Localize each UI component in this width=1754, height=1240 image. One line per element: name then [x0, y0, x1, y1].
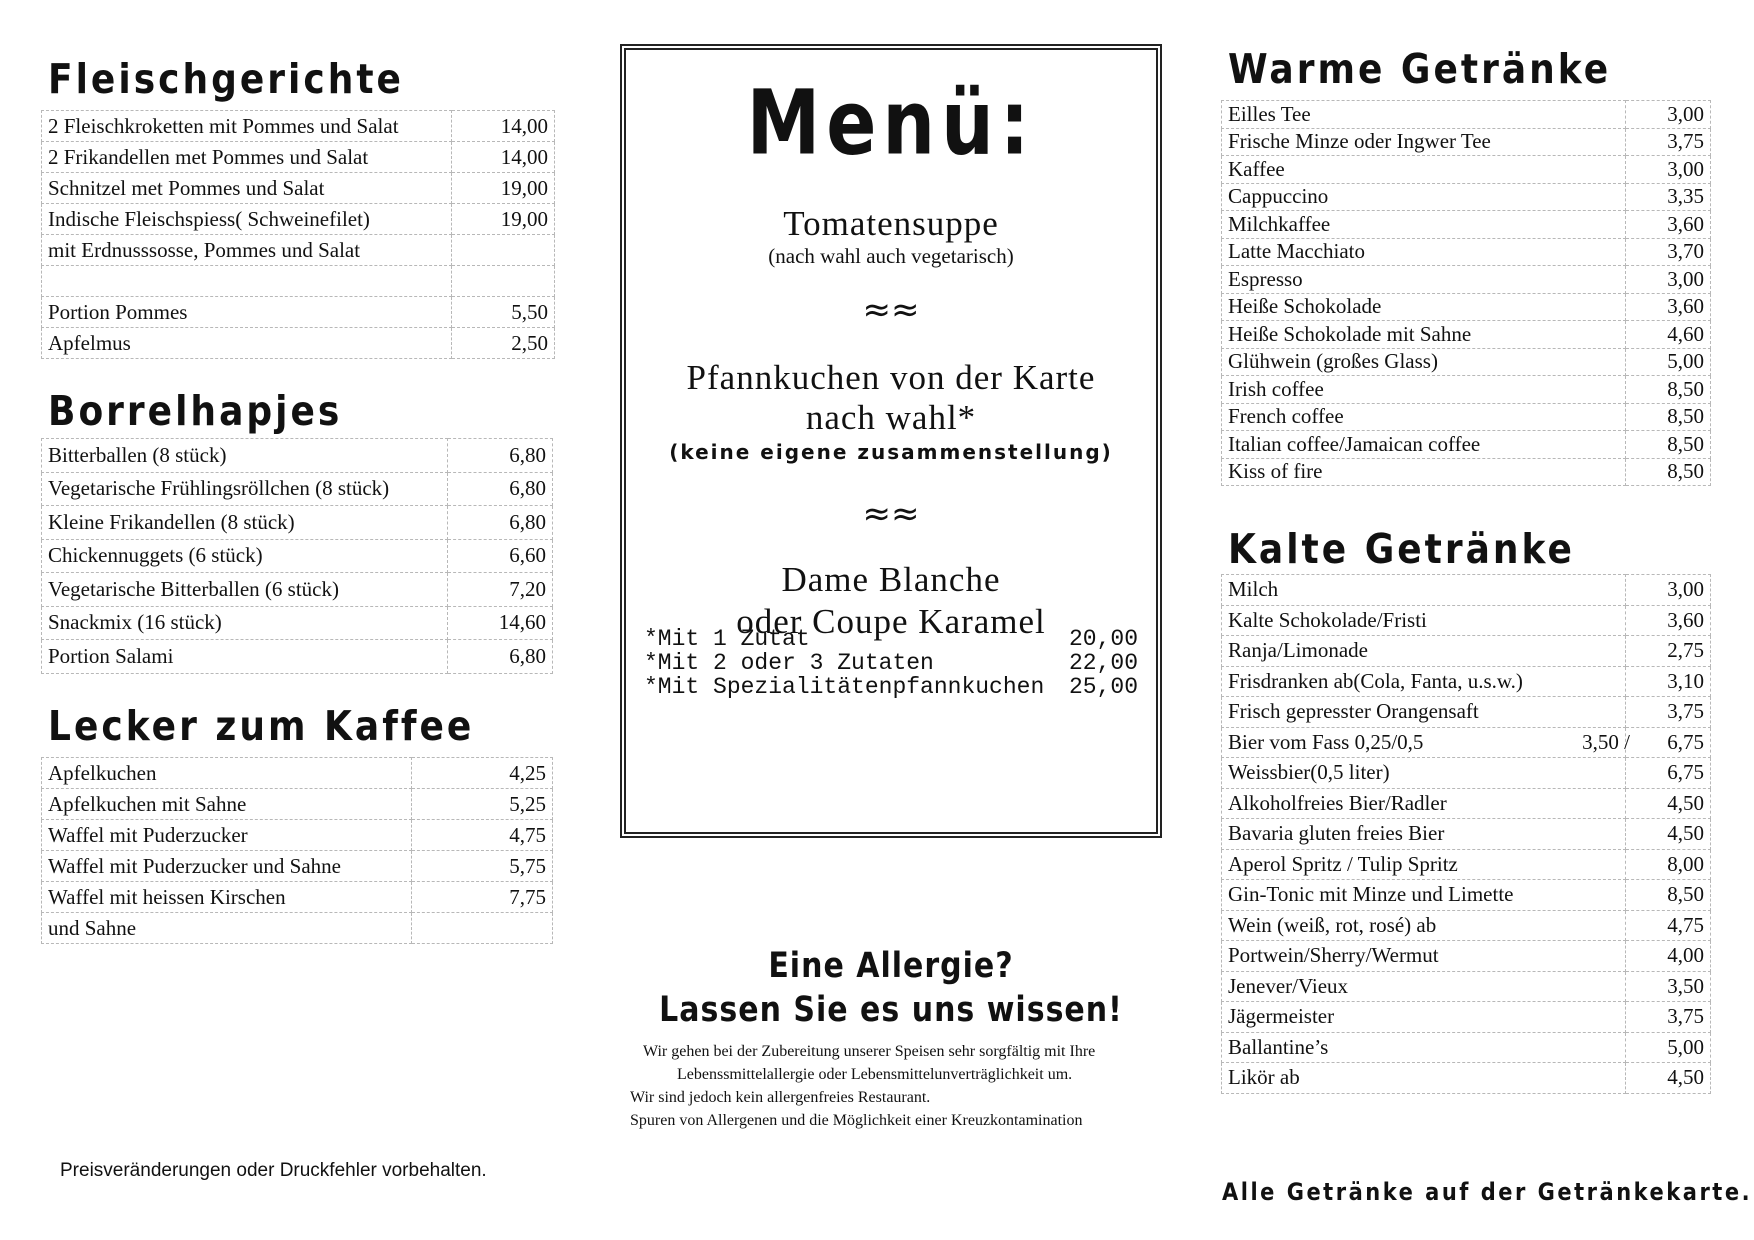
table-row: [1222, 1032, 1711, 1063]
item-name: Bier vom Fass 0,25/0,5: [1222, 727, 1626, 758]
course-pancake-note: (keine eigene zusammenstellung): [669, 440, 1113, 464]
item-price: 3,00: [1626, 101, 1711, 129]
item-price: 7,20: [448, 573, 553, 607]
item-name: Schnitzel met Pommes und Salat: [42, 173, 452, 204]
item-name: Jenever/Vieux: [1222, 971, 1626, 1002]
menu-price-row: [644, 674, 1138, 701]
allergy-text-line4: Spuren von Allergenen und die Möglichkeit einer Kreuzkontamination: [630, 1112, 1083, 1129]
item-name: Bitterballen (8 stück): [42, 439, 448, 473]
table-row: [1222, 156, 1711, 184]
table-warme-getraenke: [1221, 100, 1711, 486]
table-row: [42, 328, 555, 359]
table-row: [1222, 666, 1711, 697]
table-row: [1222, 849, 1711, 880]
table-row: [42, 439, 553, 473]
menu-price-row: [644, 650, 1138, 677]
item-price: 3,75: [1626, 128, 1711, 156]
item-name: Kleine Frikandellen (8 stück): [42, 506, 448, 540]
item-name: Eilles Tee: [1222, 101, 1626, 129]
table-row: [42, 820, 553, 851]
allergy-title-1: Eine Allergie?: [768, 946, 1014, 987]
item-price: 3,00: [1626, 266, 1711, 294]
item-price-large: 6,75: [1667, 729, 1704, 754]
table-row: [1222, 788, 1711, 819]
table-row: [42, 851, 553, 882]
heading-kalte-getraenke: Kalte Getränke: [1228, 526, 1575, 574]
table-row: [1222, 431, 1711, 459]
item-price: 4,00: [1626, 941, 1711, 972]
table-row: [1222, 238, 1711, 266]
item-name: Portion Pommes: [42, 297, 452, 328]
item-price: 6,80: [448, 640, 553, 674]
item-price: 14,00: [452, 111, 555, 142]
item-price: 8,50: [1626, 880, 1711, 911]
allergy-text-line3: Wir sind jedoch kein allergenfreies Restaurant.: [630, 1089, 931, 1106]
item-name: Aperol Spritz / Tulip Spritz: [1222, 849, 1626, 880]
course-dessert-line1: Dame Blanche: [781, 560, 1001, 599]
table-fleischgerichte: [41, 110, 555, 359]
table-row: [42, 913, 553, 944]
table-row: [42, 882, 553, 913]
course-soup: Tomatensuppe: [783, 204, 999, 243]
item-name: Heiße Schokolade: [1222, 293, 1626, 321]
table-row: [1222, 293, 1711, 321]
item-name: Weissbier(0,5 liter): [1222, 758, 1626, 789]
table-row: [42, 266, 555, 297]
heading-warme-getraenke: Warme Getränke: [1228, 46, 1612, 94]
table-row: [1222, 128, 1711, 156]
heading-fleischgerichte: Fleischgerichte: [48, 56, 404, 104]
menu-price-value: 25,00: [1068, 674, 1138, 700]
item-price: [452, 266, 555, 297]
item-price: 5,00: [1626, 1032, 1711, 1063]
table-row: [1222, 819, 1711, 850]
item-name: Chickennuggets (6 stück): [42, 539, 448, 573]
item-name: Bavaria gluten freies Bier: [1222, 819, 1626, 850]
item-name: French coffee: [1222, 403, 1626, 431]
item-price: 14,60: [448, 606, 553, 640]
item-price: 6,80: [448, 439, 553, 473]
item-price: 8,50: [1626, 403, 1711, 431]
item-price: 5,50: [452, 297, 555, 328]
item-name: Frisdranken ab(Cola, Fanta, u.s.w.): [1222, 666, 1626, 697]
table-row: [42, 235, 555, 266]
menu-price-label: *Mit 1 Zutat: [644, 626, 810, 652]
item-price: 4,75: [1626, 910, 1711, 941]
table-row: [1222, 636, 1711, 667]
table-row: [1222, 376, 1711, 404]
item-price: 8,50: [1626, 376, 1711, 404]
item-price: 3,75: [1626, 697, 1711, 728]
table-row: [1222, 941, 1711, 972]
item-name: Apfelmus: [42, 328, 452, 359]
table-row: [42, 111, 555, 142]
item-name: Waffel mit Puderzucker und Sahne: [42, 851, 412, 882]
footer-drinks-note: Alle Getränke auf der Getränkekarte.: [1222, 1178, 1753, 1206]
item-name: Waffel mit heissen Kirschen: [42, 882, 412, 913]
item-name: Jägermeister: [1222, 1002, 1626, 1033]
table-row: [1222, 880, 1711, 911]
heading-lecker-zum-kaffee: Lecker zum Kaffee: [48, 703, 475, 751]
item-price: 3,70: [1626, 238, 1711, 266]
item-name: Portion Salami: [42, 640, 448, 674]
table-row: [42, 472, 553, 506]
item-name: Wein (weiß, rot, rosé) ab: [1222, 910, 1626, 941]
item-name: Milch: [1222, 575, 1626, 606]
item-price: 5,25: [412, 789, 553, 820]
item-price: 3,60: [1626, 211, 1711, 239]
item-price: 3,75: [1626, 1002, 1711, 1033]
table-row: [1222, 1063, 1711, 1094]
table-row: [42, 539, 553, 573]
item-name: [42, 266, 452, 297]
item-price: [452, 235, 555, 266]
allergy-text-line2: Lebenssmittelallergie oder Lebensmittelunverträglichkeit um.: [677, 1066, 1073, 1083]
item-price: 3,00: [1626, 575, 1711, 606]
item-price: 4,25: [412, 758, 553, 789]
item-name: mit Erdnusssosse, Pommes und Salat: [42, 235, 452, 266]
item-name: Glühwein (großes Glass): [1222, 348, 1626, 376]
menu-price-value: 20,00: [1068, 626, 1138, 652]
item-price: 3,60: [1626, 605, 1711, 636]
item-price: 8,50: [1626, 431, 1711, 459]
item-price: 8,50: [1626, 458, 1711, 486]
item-name: 2 Frikandellen met Pommes und Salat: [42, 142, 452, 173]
item-price: 6,75: [1626, 758, 1711, 789]
item-price: 14,00: [452, 142, 555, 173]
separator-2: ≈≈: [862, 494, 920, 534]
item-price: 5,00: [1626, 348, 1711, 376]
course-pancake-line2: nach wahl*: [805, 398, 977, 437]
table-row: [1222, 403, 1711, 431]
footer-disclaimer: Preisveränderungen oder Druckfehler vorbehalten.: [60, 1160, 487, 1181]
table-row: [42, 606, 553, 640]
item-name: Irish coffee: [1222, 376, 1626, 404]
item-price: 19,00: [452, 173, 555, 204]
item-price: 2,50: [452, 328, 555, 359]
table-row: [1222, 458, 1711, 486]
item-price: 8,00: [1626, 849, 1711, 880]
item-price: 6,80: [448, 472, 553, 506]
item-name: Vegetarische Bitterballen (6 stück): [42, 573, 448, 607]
item-price: 3,00: [1626, 156, 1711, 184]
table-row: [1222, 183, 1711, 211]
item-price: 4,50: [1626, 788, 1711, 819]
menu-price-label: *Mit Spezialitätenpfannkuchen: [644, 674, 1045, 700]
item-name: Alkoholfreies Bier/Radler: [1222, 788, 1626, 819]
table-row: [1222, 727, 1711, 758]
table-lecker-zum-kaffee: [41, 757, 553, 944]
item-name: Espresso: [1222, 266, 1626, 294]
item-name: Portwein/Sherry/Wermut: [1222, 941, 1626, 972]
allergy-text-line1: Wir gehen bei der Zubereitung unserer Speisen sehr sorgfältig mit Ihre: [643, 1043, 1096, 1060]
item-price: 3,35: [1626, 183, 1711, 211]
item-name: Latte Macchiato: [1222, 238, 1626, 266]
menu-title: Menü:: [746, 72, 1036, 176]
item-name: Heiße Schokolade mit Sahne: [1222, 321, 1626, 349]
table-row: [1222, 971, 1711, 1002]
item-name: Italian coffee/Jamaican coffee: [1222, 431, 1626, 459]
table-row: [42, 573, 553, 607]
item-price: 7,75: [412, 882, 553, 913]
table-row: [42, 204, 555, 235]
item-name: Ballantine’s: [1222, 1032, 1626, 1063]
item-price: 6,80: [448, 506, 553, 540]
table-row: [1222, 697, 1711, 728]
table-row: [1222, 211, 1711, 239]
menu-price-row: [644, 626, 1138, 653]
item-price: 4,75: [412, 820, 553, 851]
item-name: Indische Fleischspiess( Schweinefilet): [42, 204, 452, 235]
table-row: [1222, 605, 1711, 636]
menu-price-label: *Mit 2 oder 3 Zutaten: [644, 650, 934, 676]
item-price: 2,75: [1626, 636, 1711, 667]
item-name: Snackmix (16 stück): [42, 606, 448, 640]
item-price-small: 3,50 /: [1582, 729, 1630, 754]
table-row: [1222, 758, 1711, 789]
table-row: [1222, 575, 1711, 606]
item-price: 3,10: [1626, 666, 1711, 697]
item-name: Gin-Tonic mit Minze und Limette: [1222, 880, 1626, 911]
item-name: Kaffee: [1222, 156, 1626, 184]
item-price: 19,00: [452, 204, 555, 235]
menu-box: [620, 44, 1162, 838]
item-name: Frisch gepresster Orangensaft: [1222, 697, 1626, 728]
item-name: Kalte Schokolade/Fristi: [1222, 605, 1626, 636]
item-name: Frische Minze oder Ingwer Tee: [1222, 128, 1626, 156]
table-row: [1222, 101, 1711, 129]
separator-1: ≈≈: [862, 290, 920, 330]
item-name: Vegetarische Frühlingsröllchen (8 stück): [42, 472, 448, 506]
table-kalte-getraenke: [1221, 574, 1711, 1094]
table-row: [1222, 348, 1711, 376]
item-name: Milchkaffee: [1222, 211, 1626, 239]
item-price: 3,60: [1626, 293, 1711, 321]
table-row: [42, 173, 555, 204]
item-price: 4,60: [1626, 321, 1711, 349]
item-name: Apfelkuchen: [42, 758, 412, 789]
item-price: [412, 913, 553, 944]
item-price: [1582, 727, 1711, 758]
item-name: Likör ab: [1222, 1063, 1626, 1094]
item-price: 4,50: [1626, 1063, 1711, 1094]
menu-price-value: 22,00: [1068, 650, 1138, 676]
heading-borrelhapjes: Borrelhapjes: [48, 388, 343, 436]
item-name: 2 Fleischkroketten mit Pommes und Salat: [42, 111, 452, 142]
item-name: Apfelkuchen mit Sahne: [42, 789, 412, 820]
item-name: Waffel mit Puderzucker: [42, 820, 412, 851]
allergy-title-2: Lassen Sie es uns wissen!: [659, 990, 1123, 1031]
table-row: [42, 506, 553, 540]
item-name: Cappuccino: [1222, 183, 1626, 211]
item-name: und Sahne: [42, 913, 412, 944]
item-name: Kiss of fire: [1222, 458, 1626, 486]
item-price: 4,50: [1626, 819, 1711, 850]
course-pancake-line1: Pfannkuchen von der Karte: [686, 358, 1096, 397]
table-row: [42, 142, 555, 173]
table-row: [42, 640, 553, 674]
table-row: [1222, 321, 1711, 349]
table-borrelhapjes: [41, 438, 553, 674]
item-price: 6,60: [448, 539, 553, 573]
table-row: [1222, 910, 1711, 941]
course-soup-note: (nach wahl auch vegetarisch): [768, 244, 1014, 268]
course-dessert-line2: oder Coupe Karamel: [736, 602, 1046, 641]
table-row: [42, 789, 553, 820]
item-name: Ranja/Limonade: [1222, 636, 1626, 667]
table-row: [1222, 266, 1711, 294]
table-row: [42, 758, 553, 789]
table-row: [1222, 1002, 1711, 1033]
item-price: 5,75: [412, 851, 553, 882]
table-row: [42, 297, 555, 328]
item-price: 3,50: [1626, 971, 1711, 1002]
